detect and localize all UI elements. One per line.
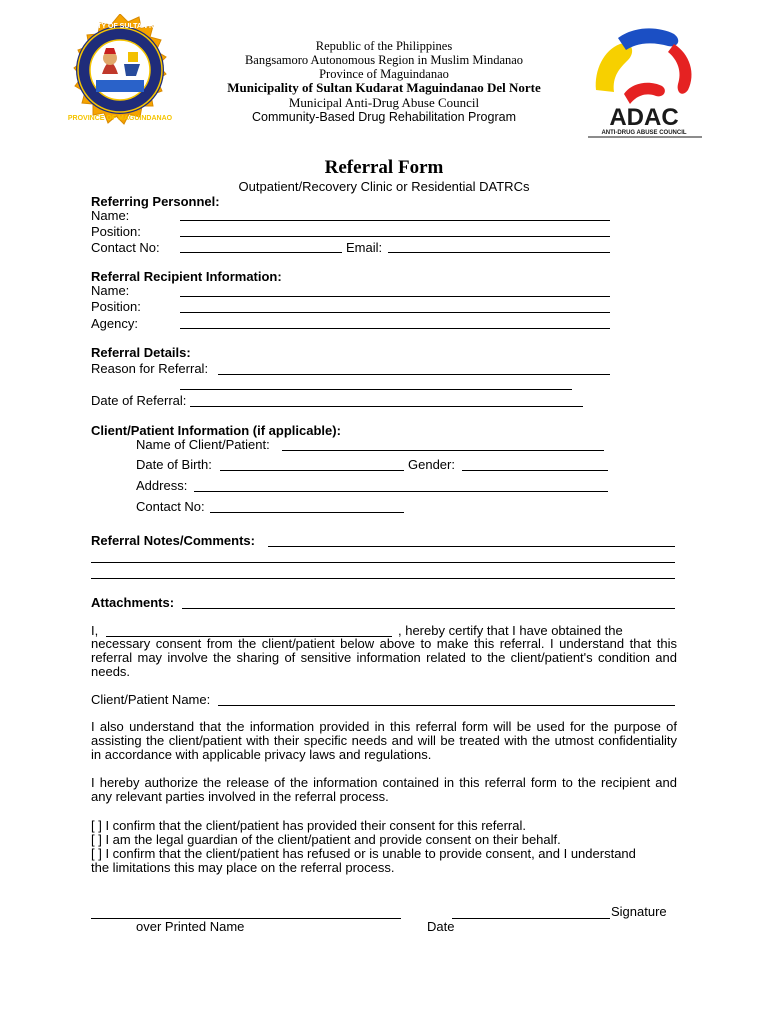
printed-name-label: over Printed Name <box>136 919 245 934</box>
certify-prefix: I, <box>91 623 99 638</box>
notes-field-2[interactable] <box>91 562 675 563</box>
notes-label: Referral Notes/Comments: <box>91 533 255 548</box>
authorize-paragraph: I hereby authorize the release of the information contained in this referral form to the recipient and any relevant parties involved in the referral process. <box>91 775 677 804</box>
client-name-signoff-label: Client/Patient Name: <box>91 692 211 707</box>
consent-option-guardian[interactable]: [ ] I am the legal guardian of the client/patient and provide consent on their behalf. <box>91 832 561 847</box>
header-municipality: Municipality of Sultan Kudarat Maguindanao Del Norte <box>227 80 541 95</box>
signature-date-line[interactable] <box>452 918 610 919</box>
client-dob-label: Date of Birth: <box>136 457 212 472</box>
client-name-field[interactable] <box>282 450 604 451</box>
referring-contact-label: Contact No: <box>91 240 160 255</box>
signature-label: Signature <box>611 904 667 919</box>
header-program: Community-Based Drug Rehabilitation Program <box>251 110 516 124</box>
referring-position-label: Position: <box>91 224 141 239</box>
header-republic: Republic of the Philippines <box>315 39 453 53</box>
certify-text-rest: necessary consent from the client/patient below above to make this referral. I understand that this referral may involve the sharing of sensitive information related to the client/patient's condition and needs. <box>91 636 677 679</box>
form-title: Referral Form <box>324 157 444 178</box>
details-reason-field-2[interactable] <box>180 389 572 390</box>
recipient-position-label: Position: <box>91 299 141 314</box>
client-name-label: Name of Client/Patient: <box>136 437 270 452</box>
client-heading: Client/Patient Information (if applicable): <box>91 423 341 438</box>
referring-name-field[interactable] <box>180 220 610 221</box>
details-heading: Referral Details: <box>91 345 191 360</box>
notes-field-1[interactable] <box>268 546 675 547</box>
consent-option-refused[interactable]: [ ] I confirm that the client/patient has refused or is unable to provide consent, and I understand <box>91 846 636 861</box>
client-name-signoff-field[interactable] <box>218 705 675 706</box>
referring-contact-field[interactable] <box>180 252 342 253</box>
understand-paragraph: I also understand that the information provided in this referral form will be used for the purpose of assisting the client/patient with their specific needs and will be treated with the utmost confidentiality in accordance with applicable privacy laws and regulations. <box>91 719 677 762</box>
client-contact-field[interactable] <box>210 512 404 513</box>
referring-email-label: Email: <box>346 240 383 255</box>
header-region: Bangsamoro Autonomous Region in Muslim Mindanao <box>244 53 524 67</box>
recipient-agency-field[interactable] <box>180 328 610 329</box>
seal-top-text: MUNICIPALITY OF SULTAN KUDARAT <box>56 23 184 30</box>
client-address-field[interactable] <box>194 491 608 492</box>
details-date-field[interactable] <box>190 406 583 407</box>
recipient-heading: Referral Recipient Information: <box>91 269 282 284</box>
attachments-field[interactable] <box>182 608 675 609</box>
date-label: Date <box>427 919 455 934</box>
recipient-position-field[interactable] <box>180 312 610 313</box>
consent-option-refused-cont: the limitations this may place on the referral process. <box>91 860 395 875</box>
recipient-name-label: Name: <box>91 283 130 298</box>
details-date-label: Date of Referral: <box>91 393 187 408</box>
recipient-agency-label: Agency: <box>91 316 138 331</box>
header-council: Municipal Anti-Drug Abuse Council <box>288 95 480 110</box>
notes-field-3[interactable] <box>91 578 675 579</box>
referring-name-label: Name: <box>91 208 130 223</box>
seal-bottom-text: PROVINCE OF MAGUINDANAO <box>67 115 173 122</box>
seal-year: 1947 <box>113 94 127 100</box>
client-gender-field[interactable] <box>462 470 608 471</box>
attachments-label: Attachments: <box>91 595 175 610</box>
consent-option-provided[interactable]: [ ] I confirm that the client/patient has provided their consent for this referral. <box>91 818 526 833</box>
referring-position-field[interactable] <box>180 236 610 237</box>
client-gender-label: Gender: <box>408 457 455 472</box>
details-reason-label: Reason for Referral: <box>91 361 209 376</box>
referring-heading: Referring Personnel: <box>91 194 220 209</box>
adac-logo-subtext: ANTI-DRUG ABUSE COUNCIL <box>601 130 687 136</box>
form-subtitle: Outpatient/Recovery Clinic or Residential DATRCs <box>238 179 530 194</box>
client-dob-field[interactable] <box>220 470 404 471</box>
client-contact-label: Contact No: <box>136 499 205 514</box>
recipient-name-field[interactable] <box>180 296 610 297</box>
details-reason-field[interactable] <box>218 374 610 375</box>
header-province: Province of Maguindanao <box>319 67 449 81</box>
client-address-label: Address: <box>136 478 188 493</box>
adac-logo-text: ADAC <box>609 104 679 131</box>
certify-text-first: , hereby certify that I have obtained the <box>398 623 623 638</box>
referring-email-field[interactable] <box>388 252 610 253</box>
